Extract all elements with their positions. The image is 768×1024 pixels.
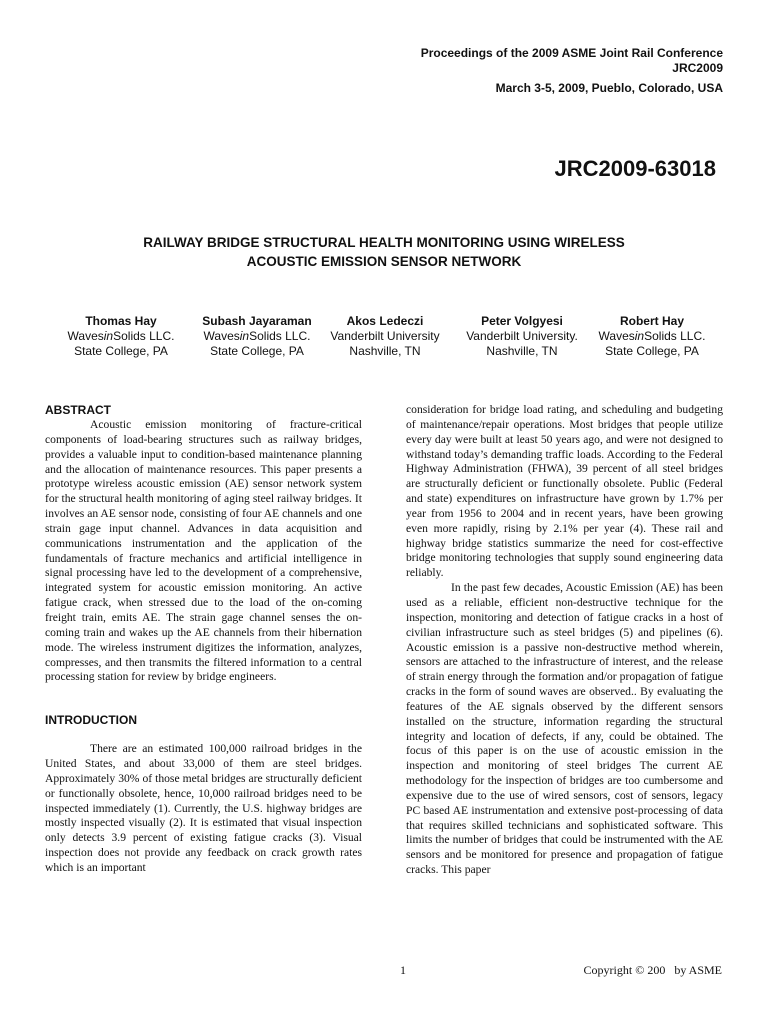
author-name: Peter Volgyesi xyxy=(481,314,563,328)
author-location: State College, PA xyxy=(210,344,304,358)
author-block xyxy=(577,314,727,359)
introduction-paragraph-1: There are an estimated 100,000 railroad bridges in the United States, and about 33,000 of them are steel bridges. Approximately 30% of those metal bridges are structurally deficient or functionally obsolete, hence, 10,000 railroad bridges need to be inspected immediately (1). Currently, the U.S. highway bridges are mostly inspected visually (2). It is estimated that visual inspection only detects 3.9 percent of existing fatigue cracks (3). Visual inspection does not provide any feedback on crack growth rates which is an important xyxy=(45,742,362,874)
author-name: Thomas Hay xyxy=(85,314,157,328)
copyright-notice: Copyright © 200 by ASME xyxy=(583,963,722,977)
abstract-heading: ABSTRACT xyxy=(45,403,111,417)
page-number: 1 xyxy=(400,963,406,977)
author-block xyxy=(310,314,460,359)
author-block xyxy=(46,314,196,359)
author-name: Subash Jayaraman xyxy=(202,314,312,328)
author-affiliation: WavesinSolids LLC. xyxy=(203,329,311,343)
proceedings-title: Proceedings of the 2009 ASME Joint Rail Conference xyxy=(420,46,723,60)
author-location: Nashville, TN xyxy=(349,344,421,358)
author-affiliation: WavesinSolids LLC. xyxy=(598,329,706,343)
introduction-heading: INTRODUCTION xyxy=(45,713,137,728)
abstract-text: Acoustic emission monitoring of fracture-critical components of load-bearing structures such as railway bridges, provides a valuable input to condition-based maintenance planning and the allocation of maintenance resources. This paper presents a prototype wireless acoustic emission (AE) sensor network system for the structural health monitoring of aging steel railway bridges. It involves an AE sensor node, consisting of four AE channels and one strain gage input channel. Advances in data acquisition and communications instrumentation and the application of the fundamentals of fracture mechanics and artificial intelligence in signal processing have led to the development of a comprehensive, integrated system for acoustic emission monitoring. An active fatigue crack, when stressed due to the load of the on-coming freight train, emits AE. The strain gage channel senses the on-coming train and wakes up the AE channels from their hibernation mode. The wireless instrument digitizes the information, analyzes, compresses, and then transmits the filtered information to a central processing station for review by bridge engineers. xyxy=(45,418,362,684)
conference-code: JRC2009 xyxy=(672,61,723,75)
title-line-2: ACOUSTIC EMISSION SENSOR NETWORK xyxy=(246,254,522,269)
left-column xyxy=(45,403,362,876)
author-location: Nashville, TN xyxy=(486,344,558,358)
introduction-paragraph-1-continued: consideration for bridge load rating, and scheduling and budgeting of maintenance/repair operations. Most bridges that people utilize every day were built at least 50 years ago, and were not designed to withstand today’s demanding traffic loads. According to the Federal Highway Administration (FHWA), 39 percent of all steel bridges are structurally deficient or functionally obsolete. Public (Federal and state) expenditures on infrastructure have grown by 1.7% per year from 1956 to 2004 and in recent years, have been growing even more rapidly, rising by 2.1% per year (4). These rail and highway bridge statistics summarize the need for cost-effective bridge monitoring technologies that supply sound engineering data reliably. xyxy=(406,403,723,580)
author-name: Akos Ledeczi xyxy=(346,314,424,328)
right-column xyxy=(406,403,723,878)
conference-dates-location: March 3-5, 2009, Pueblo, Colorado, USA xyxy=(495,81,723,95)
paper-id: JRC2009-63018 xyxy=(554,156,716,181)
author-list xyxy=(0,314,768,364)
author-location: State College, PA xyxy=(74,344,168,358)
author-affiliation: WavesinSolids LLC. xyxy=(67,329,175,343)
author-name: Robert Hay xyxy=(619,314,684,328)
author-affiliation: Vanderbilt University. xyxy=(466,329,578,343)
paper-title xyxy=(0,233,768,271)
author-affiliation: Vanderbilt University xyxy=(330,329,440,343)
title-line-1: RAILWAY BRIDGE STRUCTURAL HEALTH MONITORING USING WIRELESS xyxy=(143,235,625,250)
author-location: State College, PA xyxy=(605,344,699,358)
author-block xyxy=(447,314,597,359)
introduction-paragraph-2: In the past few decades, Acoustic Emission (AE) has been used as a reliable, efficient non-destructive technique for the inspection, monitoring and detection of fatigue cracks in a host of civilian infrastructure such as steel bridges (5) and pipelines (6). Acoustic emission is a passive non-destructive method wherein, sensors are attached to the infrastructure of interest, and the release of strain energy through the formation and/or propagation of fatigue cracks in the form of sound waves are observed.. By evaluating the features of the AE signals observed by the different sensors installed on the structure, information regarding the structural integrity and location of defects, if any, could be obtained. The focus of this paper is on the use of acoustic emission in the inspection and monitoring of steel bridges The current AE methodology for the inspection of bridges are too cumbersome and expensive due to the use of wired sensors, cost of sensors, legacy PC based AE instrumentation and extensive post-processing of data that requires skilled technicians and sophisticated software. This limits the number of bridges that could be instrumented with the AE sensors and be monitored for presence and propagation of fatigue cracks. This paper xyxy=(406,581,723,877)
